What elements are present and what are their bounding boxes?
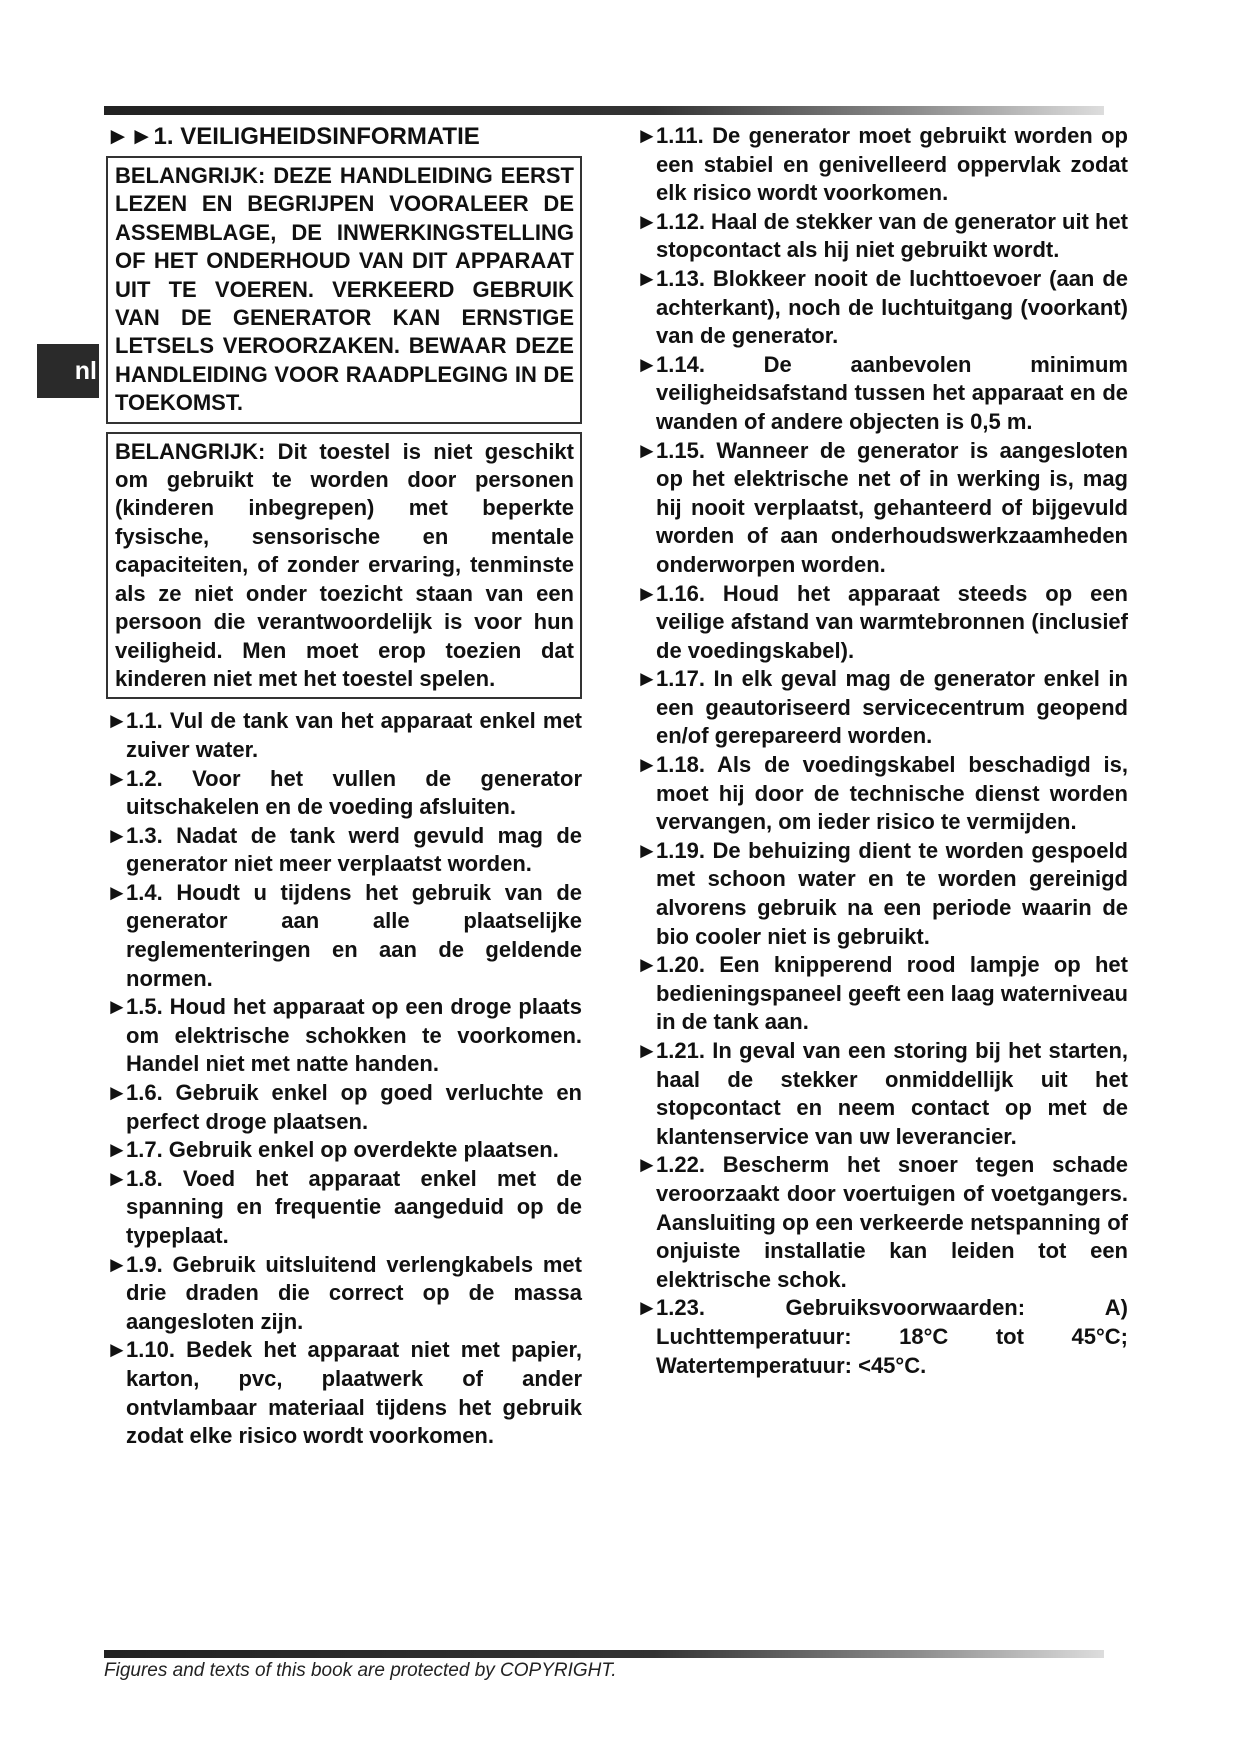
list-item: ► 1.3. Nadat de tank werd gevuld mag de generator niet meer verplaatst worden. [106, 822, 582, 877]
top-rule [104, 106, 1104, 115]
arrow-icon: ► [636, 666, 658, 692]
arrow-icon: ► [106, 1137, 128, 1163]
list-item: ► 1.17. In elk geval mag de generator enkel in een geautoriseerd servicecentrum geopend en/of gerepareerd worden. [636, 666, 1128, 749]
copyright-footer: Figures and texts of this book are protected by COPYRIGHT. [104, 1660, 617, 1681]
list-item: ► 1.18. Als de voedingskabel beschadigd is, moet hij door de technische dienst worden vervangen, om ieder risico te vermijden. [636, 752, 1128, 835]
list-item: ► 1.7. Gebruik enkel op overdekte plaatsen. [106, 1136, 582, 1165]
list-item: ► 1.1. Vul de tank van het apparaat enkel met zuiver water. [106, 708, 582, 762]
list-item: ► 1.22. Bescherm het snoer tegen schade veroorzaakt door voertuigen of voetgangers. Aansluiting op een verkeerde netspanning of onjuiste installatie kan leiden tot een elektrische schok. [636, 1152, 1128, 1292]
arrow-icon: ► [636, 1038, 658, 1063]
arrow-icon: ► [636, 265, 658, 291]
section-heading: ►►1. VEILIGHEIDSINFORMATIE [106, 123, 480, 150]
arrow-icon: ► [636, 123, 658, 148]
left-column [106, 122, 582, 1451]
list-item: ► 1.8. Voed het apparaat enkel met de spanning en frequentie aangeduid op de typeplaat. [106, 1165, 582, 1248]
arrow-icon: ► [106, 1337, 128, 1363]
list-item: ► 1.19. De behuizing dient te worden gespoeld met schoon water en te worden gereinigd alvorens gebruik na een periode waarin de bio cooler niet is gebruikt. [636, 837, 1128, 949]
list-item: ► 1.6. Gebruik enkel op goed verluchte en perfect droge plaatsen. [106, 1080, 582, 1134]
arrow-icon: ► [636, 208, 658, 234]
arrow-icon: ► [636, 351, 658, 377]
important-box-2-text: BELANGRIJK: Dit toestel is niet geschikt om gebruikt te worden door personen (kinderen inbegrepen) met beperkte fysische, sensorische en mentale capaciteiten, of zonder ervaring, tenminste als ze niet onder toezicht staan van een persoon die verantwoordelijk is voor hun veiligheid. Men moet erop toezien dat kinderen niet met het toestel spelen. [115, 438, 574, 691]
list-item: ► 1.10. Bedek het apparaat niet met papier, karton, pvc, plaatwerk of ander ontvlambaar materiaal tijdens het gebruik zodat elke risico wordt voorkomen. [106, 1337, 582, 1449]
arrow-icon: ► [106, 994, 128, 1020]
arrow-icon: ► [636, 1295, 658, 1321]
important-box-1-text: BELANGRIJK: DEZE HANDLEIDING EERST LEZEN EN BEGRIJPEN VOORALEER DE ASSEMBLAGE, DE INWERKINGSTELLING OF HET ONDERHOUD VAN DIT APPARAAT UIT TE VOEREN. VERKEERD GEBRUIK VAN DE GENERATOR KAN ERNSTIGE LETSELS VEROORZAKEN. BEWAAR DEZE HANDLEIDING VOOR RAADPLEGING IN DE TOEKOMST. [115, 163, 574, 416]
arrow-icon: ► [636, 1152, 658, 1178]
list-item: ► 1.23. Gebruiksvoorwaarden: A) Luchttemperatuur: 18°C tot 45°C; Watertemperatuur: <45°C. [636, 1295, 1128, 1378]
bottom-rule [104, 1650, 1104, 1658]
arrow-icon: ► [106, 879, 128, 905]
list-item: ► 1.13. Blokkeer nooit de luchttoevoer (aan de achterkant), noch de luchtuitgang (voorkant) van de generator. [636, 265, 1128, 349]
important-box-2 [106, 432, 582, 700]
list-item: ► 1.11. De generator moet gebruikt worden op een stabiel en genivelleerd oppervlak zodat elk risico wordt voorkomen. [636, 123, 1128, 206]
arrow-icon: ► [636, 952, 658, 978]
arrow-icon: ► [106, 822, 128, 848]
arrow-icon: ► [636, 837, 658, 863]
arrow-icon: ► [636, 437, 658, 463]
list-item: ► 1.9. Gebruik uitsluitend verlengkabels met drie draden die correct op de massa aangesloten zijn. [106, 1251, 582, 1334]
arrow-icon: ► [106, 1165, 128, 1191]
arrow-icon: ► [106, 1251, 128, 1277]
list-item: ► 1.15. Wanneer de generator is aangesloten op het elektrische net of in werking is, mag hij nooit verplaatst, gehanteerd of bijgevuld worden of aan onderhoudswerkzaamheden onderworpen worden. [636, 437, 1128, 577]
arrow-icon: ► [106, 708, 128, 734]
list-item: ► 1.21. In geval van een storing bij het starten, haal de stekker onmiddellijk uit het stopcontact en neem contact op met de klantenservice van uw leverancier. [636, 1038, 1128, 1149]
list-item: ► 1.2. Voor het vullen de generator uitschakelen en de voeding afsluiten. [106, 765, 582, 820]
left-item-list [106, 707, 582, 1450]
list-item: ► 1.14. De aanbevolen minimum veiligheidsafstand tussen het apparaat en de wanden of andere objecten is 0,5 m. [636, 351, 1128, 434]
list-item: ► 1.4. Houdt u tijdens het gebruik van de generator aan alle plaatselijke reglementeringen en aan de geldende normen. [106, 879, 582, 991]
language-tab: nl [37, 344, 99, 398]
list-item: ► 1.16. Houd het apparaat steeds op een veilige afstand van warmtebronnen (inclusief de voedingskabel). [636, 580, 1128, 663]
list-item: ► 1.12. Haal de stekker van de generator uit het stopcontact als hij niet gebruikt wordt. [636, 208, 1128, 263]
list-item: ► 1.5. Houd het apparaat op een droge plaats om elektrische schokken te voorkomen. Handel niet met natte handen. [106, 994, 582, 1077]
right-column [636, 122, 1128, 1380]
arrow-icon: ► [636, 752, 658, 778]
arrow-icon: ► [106, 765, 128, 791]
important-box-1 [106, 156, 582, 424]
list-item: ► 1.20. Een knipperend rood lampje op het bedieningspaneel geeft een laag waterniveau in de tank aan. [636, 952, 1128, 1035]
arrow-icon: ► [636, 580, 658, 606]
arrow-icon: ► [106, 1080, 128, 1106]
